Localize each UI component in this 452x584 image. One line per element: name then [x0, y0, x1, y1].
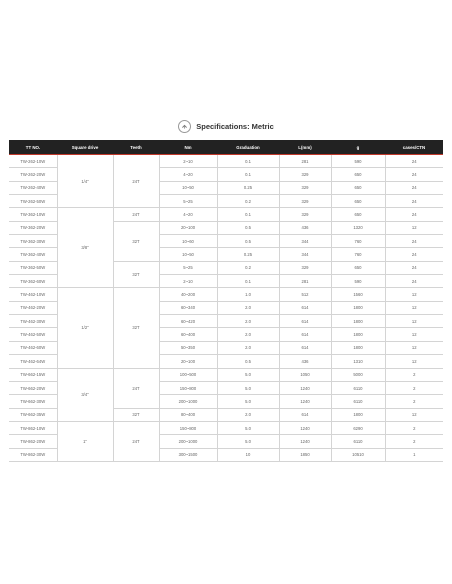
- nm-cell: 150~800: [159, 381, 217, 394]
- graduation-cell: 0.1: [217, 208, 279, 221]
- graduation-cell: 2.0: [217, 328, 279, 341]
- col-header-weight: g: [331, 140, 385, 155]
- length-cell: 1050: [279, 368, 331, 381]
- teeth-cell: 24T: [113, 208, 159, 221]
- nm-cell: 20~100: [159, 355, 217, 368]
- length-cell: 614: [279, 315, 331, 328]
- tt-no-cell: TW-862-10W: [9, 421, 57, 434]
- cases-cell: 2: [385, 381, 443, 394]
- length-cell: 1240: [279, 395, 331, 408]
- cases-cell: 24: [385, 168, 443, 181]
- cases-cell: 12: [385, 341, 443, 354]
- teeth-cell: 32T: [113, 221, 159, 261]
- cases-cell: 24: [385, 195, 443, 208]
- weight-cell: 590: [331, 155, 385, 168]
- weight-cell: 1320: [331, 221, 385, 234]
- length-cell: 329: [279, 208, 331, 221]
- nm-cell: 60~340: [159, 301, 217, 314]
- weight-cell: 6290: [331, 421, 385, 434]
- nm-cell: 5~25: [159, 195, 217, 208]
- teeth-cell: 24T: [113, 155, 159, 208]
- graduation-cell: 0.5: [217, 355, 279, 368]
- graduation-cell: 0.1: [217, 275, 279, 288]
- weight-cell: 760: [331, 248, 385, 261]
- cases-cell: 2: [385, 368, 443, 381]
- length-cell: 512: [279, 288, 331, 301]
- weight-cell: 1800: [331, 408, 385, 421]
- weight-cell: 650: [331, 195, 385, 208]
- graduation-cell: 1.0: [217, 288, 279, 301]
- graduation-cell: 5.0: [217, 435, 279, 448]
- col-header-tt-no: TT NO.: [9, 140, 57, 155]
- tt-no-cell: TW-862-20W: [9, 435, 57, 448]
- nm-cell: 10~50: [159, 181, 217, 194]
- length-cell: 281: [279, 155, 331, 168]
- tt-no-cell: TW-862-30W: [9, 448, 57, 461]
- weight-cell: 590: [331, 275, 385, 288]
- cases-cell: 2: [385, 435, 443, 448]
- weight-cell: 6110: [331, 381, 385, 394]
- nm-cell: 2~10: [159, 275, 217, 288]
- graduation-cell: 5.0: [217, 368, 279, 381]
- weight-cell: 1310: [331, 355, 385, 368]
- weight-cell: 1800: [331, 301, 385, 314]
- tt-no-cell: TW-262-10W: [9, 155, 57, 168]
- table-row: [9, 208, 443, 221]
- weight-cell: 650: [331, 168, 385, 181]
- nm-cell: 200~1000: [159, 395, 217, 408]
- graduation-cell: 5.0: [217, 421, 279, 434]
- nm-cell: 4~20: [159, 168, 217, 181]
- col-header-graduation: Graduation: [217, 140, 279, 155]
- length-cell: 1240: [279, 381, 331, 394]
- cases-cell: 2: [385, 395, 443, 408]
- nm-cell: 10~60: [159, 235, 217, 248]
- tt-no-cell: TW-662-30W: [9, 395, 57, 408]
- nm-cell: 200~1000: [159, 435, 217, 448]
- wrench-circle-icon: [178, 120, 191, 133]
- graduation-cell: 5.0: [217, 381, 279, 394]
- table-row: [9, 288, 443, 301]
- cases-cell: 24: [385, 275, 443, 288]
- weight-cell: 1560: [331, 288, 385, 301]
- weight-cell: 1800: [331, 341, 385, 354]
- length-cell: 614: [279, 301, 331, 314]
- nm-cell: 2~10: [159, 155, 217, 168]
- square-drive-cell: 3/8": [57, 208, 113, 288]
- graduation-cell: 0.2: [217, 261, 279, 274]
- tt-no-cell: TW-462-64W: [9, 355, 57, 368]
- cases-cell: 24: [385, 261, 443, 274]
- cases-cell: 12: [385, 221, 443, 234]
- spec-title: Specifications: Metric: [196, 121, 274, 131]
- teeth-cell: 24T: [113, 421, 159, 461]
- weight-cell: 1800: [331, 328, 385, 341]
- length-cell: 329: [279, 168, 331, 181]
- cases-cell: 24: [385, 181, 443, 194]
- cases-cell: 12: [385, 315, 443, 328]
- spec-heading: [0, 116, 452, 136]
- weight-cell: 6110: [331, 435, 385, 448]
- square-drive-cell: 3/4": [57, 368, 113, 421]
- col-header-square-drive: Square drive: [57, 140, 113, 155]
- cases-cell: 24: [385, 208, 443, 221]
- length-cell: 436: [279, 355, 331, 368]
- nm-cell: 80~400: [159, 408, 217, 421]
- length-cell: 281: [279, 275, 331, 288]
- table-row: [9, 155, 443, 168]
- length-cell: 436: [279, 221, 331, 234]
- square-drive-cell: 1": [57, 421, 113, 461]
- weight-cell: 1800: [331, 315, 385, 328]
- tt-no-cell: TW-662-35W: [9, 408, 57, 421]
- weight-cell: 650: [331, 261, 385, 274]
- graduation-cell: 2.0: [217, 341, 279, 354]
- graduation-cell: 2.0: [217, 315, 279, 328]
- weight-cell: 6110: [331, 395, 385, 408]
- table-row: [9, 421, 443, 434]
- graduation-cell: 0.25: [217, 181, 279, 194]
- spec-table: [9, 140, 443, 462]
- length-cell: 329: [279, 261, 331, 274]
- tt-no-cell: TW-662-15W: [9, 368, 57, 381]
- tt-no-cell: TW-662-20W: [9, 381, 57, 394]
- tt-no-cell: TW-362-60W: [9, 275, 57, 288]
- length-cell: 614: [279, 341, 331, 354]
- square-drive-cell: 1/4": [57, 155, 113, 208]
- graduation-cell: 0.1: [217, 155, 279, 168]
- length-cell: 1240: [279, 421, 331, 434]
- graduation-cell: 0.5: [217, 235, 279, 248]
- nm-cell: 150~800: [159, 421, 217, 434]
- length-cell: 614: [279, 328, 331, 341]
- square-drive-cell: 1/2": [57, 288, 113, 368]
- table-body: [9, 155, 443, 462]
- nm-cell: 5~25: [159, 261, 217, 274]
- length-cell: 1240: [279, 435, 331, 448]
- cases-cell: 24: [385, 235, 443, 248]
- graduation-cell: 5.0: [217, 395, 279, 408]
- nm-cell: 300~1500: [159, 448, 217, 461]
- tt-no-cell: TW-362-10W: [9, 208, 57, 221]
- cases-cell: 12: [385, 288, 443, 301]
- length-cell: 614: [279, 408, 331, 421]
- cases-cell: 24: [385, 248, 443, 261]
- graduation-cell: 0.5: [217, 221, 279, 234]
- teeth-cell: 24T: [113, 368, 159, 408]
- length-cell: 329: [279, 181, 331, 194]
- col-header-teeth: Teeth: [113, 140, 159, 155]
- tt-no-cell: TW-462-60W: [9, 341, 57, 354]
- cases-cell: 24: [385, 155, 443, 168]
- tt-no-cell: TW-362-40W: [9, 248, 57, 261]
- cases-cell: 12: [385, 355, 443, 368]
- graduation-cell: 2.0: [217, 408, 279, 421]
- cases-cell: 12: [385, 408, 443, 421]
- col-header-length: L(mm): [279, 140, 331, 155]
- cases-cell: 1: [385, 448, 443, 461]
- nm-cell: 60~420: [159, 315, 217, 328]
- nm-cell: 4~20: [159, 208, 217, 221]
- tt-no-cell: TW-462-10W: [9, 288, 57, 301]
- length-cell: 1850: [279, 448, 331, 461]
- teeth-cell: 32T: [113, 288, 159, 368]
- graduation-cell: 0.2: [217, 195, 279, 208]
- nm-cell: 60~400: [159, 328, 217, 341]
- tt-no-cell: TW-262-50W: [9, 195, 57, 208]
- nm-cell: 20~100: [159, 221, 217, 234]
- table-header-row: [9, 140, 443, 155]
- teeth-cell: 32T: [113, 408, 159, 421]
- graduation-cell: 0.25: [217, 248, 279, 261]
- graduation-cell: 0.1: [217, 168, 279, 181]
- table-row: [9, 368, 443, 381]
- weight-cell: 10510: [331, 448, 385, 461]
- cases-cell: 12: [385, 301, 443, 314]
- col-header-cases: cases/CTN: [385, 140, 443, 155]
- tt-no-cell: TW-462-20W: [9, 301, 57, 314]
- tt-no-cell: TW-462-50W: [9, 328, 57, 341]
- weight-cell: 650: [331, 181, 385, 194]
- tt-no-cell: TW-362-30W: [9, 235, 57, 248]
- tt-no-cell: TW-262-20W: [9, 168, 57, 181]
- weight-cell: 650: [331, 208, 385, 221]
- weight-cell: 5000: [331, 368, 385, 381]
- tt-no-cell: TW-262-40W: [9, 181, 57, 194]
- weight-cell: 760: [331, 235, 385, 248]
- nm-cell: 50~350: [159, 341, 217, 354]
- cases-cell: 2: [385, 421, 443, 434]
- graduation-cell: 10: [217, 448, 279, 461]
- nm-cell: 10~50: [159, 248, 217, 261]
- length-cell: 329: [279, 195, 331, 208]
- tt-no-cell: TW-362-50W: [9, 261, 57, 274]
- cases-cell: 12: [385, 328, 443, 341]
- length-cell: 344: [279, 248, 331, 261]
- teeth-cell: 32T: [113, 261, 159, 288]
- nm-cell: 40~200: [159, 288, 217, 301]
- col-header-nm: Nm: [159, 140, 217, 155]
- graduation-cell: 2.0: [217, 301, 279, 314]
- tt-no-cell: TW-362-20W: [9, 221, 57, 234]
- length-cell: 344: [279, 235, 331, 248]
- nm-cell: 100~500: [159, 368, 217, 381]
- tt-no-cell: TW-462-30W: [9, 315, 57, 328]
